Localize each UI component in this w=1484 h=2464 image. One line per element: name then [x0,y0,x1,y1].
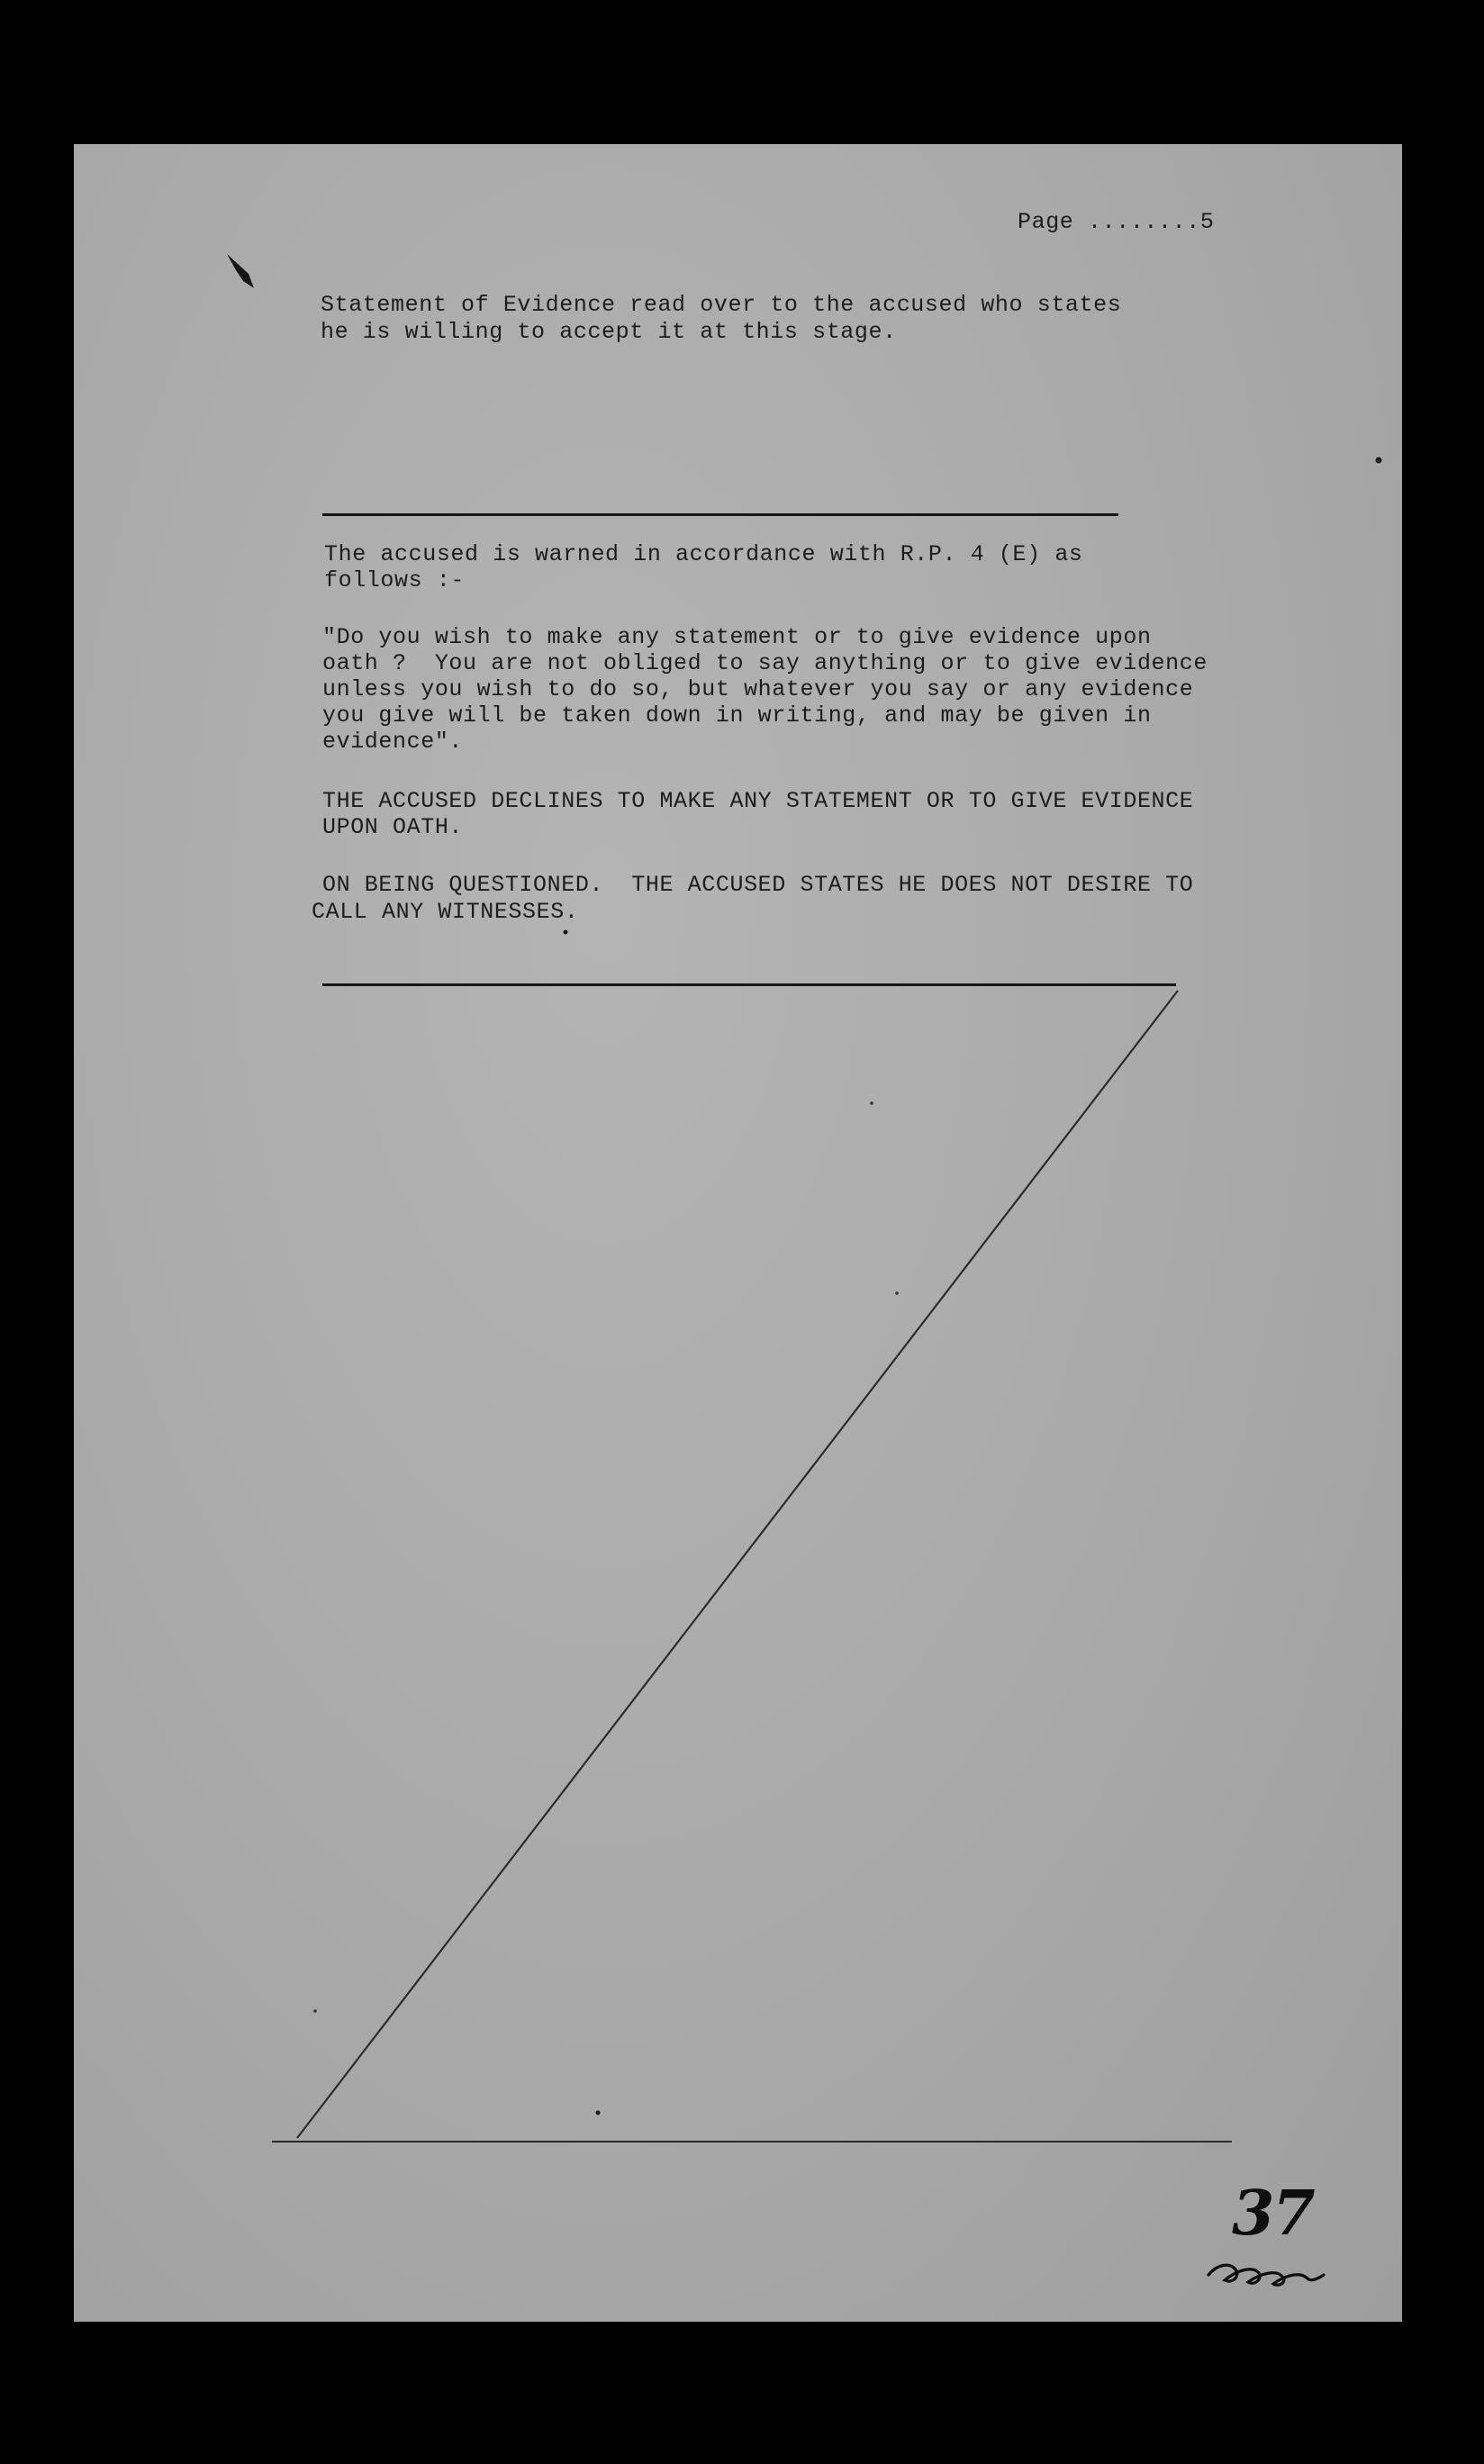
witnesses-line-1: ON BEING QUESTIONED. THE ACCUSED STATES HE DOES NOT DESIRE TO [322,872,1194,898]
warning-line-2: follows :- [324,567,466,593]
folio-number: 37 [1232,2178,1314,2250]
declines-line-1: THE ACCUSED DECLINES TO MAKE ANY STATEMENT OR TO GIVE EVIDENCE [322,788,1194,814]
bottom-rule [272,2141,1232,2142]
caution-quote-line-3: unless you wish to do so, but whatever you say or any evidence [322,676,1194,702]
caution-quote-line-5: evidence". [322,729,464,755]
declines-line-2: UPON OATH. [322,814,464,840]
caution-quote-line-4: you give will be taken down in writing, and may be given in [322,702,1152,729]
statement-line-2: he is willing to accept it at this stage. [321,319,897,345]
caution-quote-line-1: "Do you wish to make any statement or to give evidence upon [322,624,1152,650]
witnesses-line-2: CALL ANY WITNESSES. [312,899,579,925]
caution-quote-line-2: oath ? You are not obliged to say anything or to give evidence [322,650,1208,676]
warning-line-1: The accused is warned in accordance with R.P. 4 (E) as [324,541,1083,567]
divider-rule-2 [322,983,1176,986]
document-page [74,144,1402,2322]
divider-rule [322,513,1118,516]
page-number: Page ........5 [1018,209,1215,235]
statement-line-1: Statement of Evidence read over to the accused who states [321,292,1122,318]
